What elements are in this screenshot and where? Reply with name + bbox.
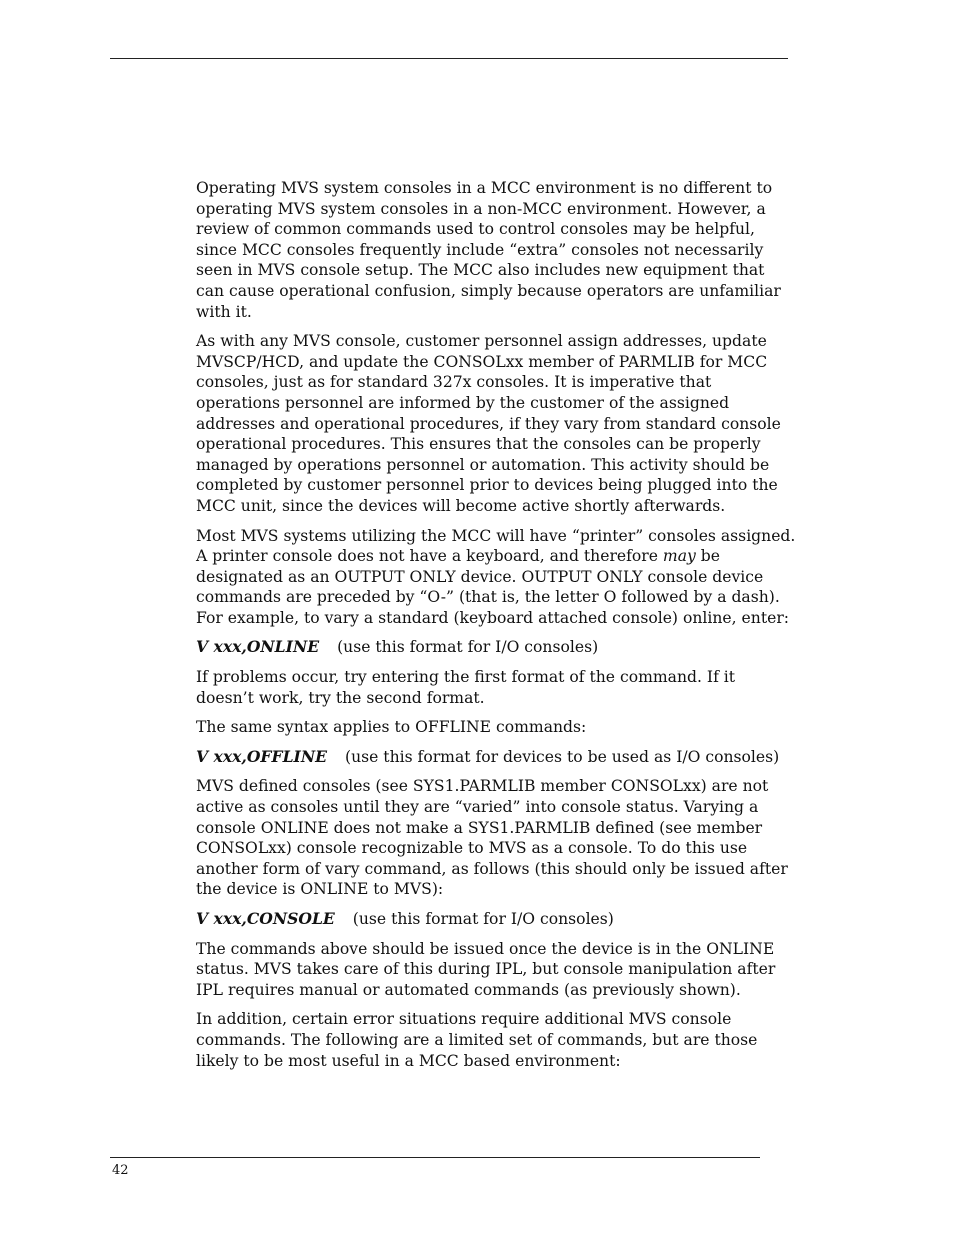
command-console-line: [196, 909, 796, 930]
command-online-description: (use this format for I/O consoles): [337, 638, 599, 657]
paragraph-printer-consoles-text-b: be designated as an OUTPUT ONLY device. OUTPUT ONLY console device commands are preceded by “O-” (that is, the letter O followed by a dash). For example, to vary a standard (keyboard attached console) online, enter:: [196, 547, 790, 627]
paragraph-intro: Operating MVS system consoles in a MCC environment is no different to operating MVS system consoles in a non-MCC environment. However, a review of common commands used to control consoles may be helpful, since MCC consoles frequently include “extra” consoles not necessarily seen in MVS console setup. The MCC also includes new equipment that can cause operational confusion, simply because operators are unfamiliar with it.: [196, 179, 781, 321]
paragraph-console-status: MVS defined consoles (see SYS1.PARMLIB member CONSOLxx) are not active as consoles until they are “varied” into console status. Varying a console ONLINE does not make a SYS1.PARMLIB defined (see member CONSOLxx) console recognizable to MVS as a console. To do this use another form of vary command, as follows (this should only be issued after the device is ONLINE to MVS):: [196, 777, 788, 899]
paragraph-printer-consoles: [196, 526, 796, 629]
command-console: V xxx,CONSOLE: [196, 909, 335, 928]
emphasis-may: may: [662, 547, 696, 566]
command-offline-description: (use this format for devices to be used as I/O consoles): [344, 747, 780, 766]
paragraph-address-assignment: As with any MVS console, customer personnel assign addresses, update MVSCP/HCD, and update the CONSOLxx member of PARMLIB for MCC consoles, just as for standard 327x consoles. It is imperative that operations personnel are informed by the customer of the assigned addresses and operational procedures, if they vary from standard console operational procedures. This ensures that the consoles can be properly managed by operations personnel or automation. This activity should be completed by customer personnel prior to devices being plugged into the MCC unit, since the devices will become active shortly afterwards.: [196, 332, 781, 515]
paragraph-ipl: The commands above should be issued once the device is in the ONLINE status. MVS takes care of this during IPL, but console manipulation after IPL requires manual or automated commands (as previously shown).: [196, 939, 776, 999]
page-number: 42: [112, 1163, 129, 1178]
paragraph-error-situations: In addition, certain error situations require additional MVS console commands. The following are a limited set of commands, but are those likely to be most useful in a MCC based environment:: [196, 1010, 758, 1070]
command-online: V xxx,ONLINE: [196, 637, 320, 657]
paragraph-printer-consoles-text-a: Most MVS systems utilizing the MCC will have “printer” consoles assigned. A printer console does not have a keyboard, and therefore: [196, 526, 796, 566]
page-body: [196, 178, 796, 1080]
header-rule: [110, 58, 788, 59]
footer-rule: [110, 1157, 760, 1158]
paragraph-troubleshooting: If problems occur, try entering the first format of the command. If it doesn’t work, try the second format.: [196, 668, 736, 707]
command-online-line: [196, 637, 796, 658]
command-console-description: (use this format for I/O consoles): [352, 910, 614, 928]
paragraph-offline-syntax: The same syntax applies to OFFLINE commands:: [196, 718, 587, 737]
command-offline-line: [196, 747, 796, 768]
command-offline: V xxx,OFFLINE: [196, 746, 327, 766]
